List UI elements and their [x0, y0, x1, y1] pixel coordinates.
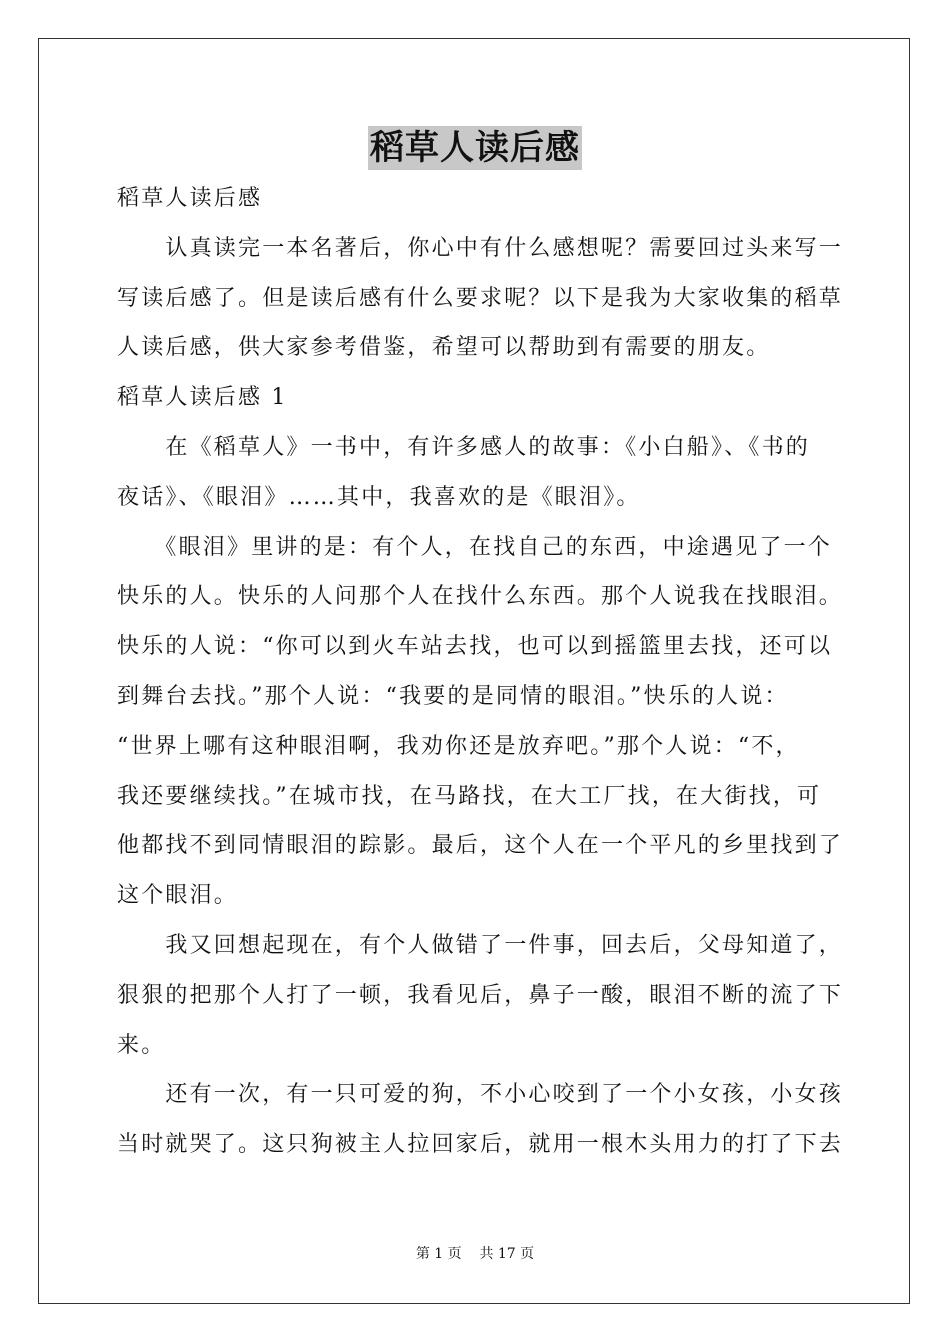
text-line: 《眼泪》里讲的是：有个人，在找自己的东西，中途遇见了一个 — [117, 534, 833, 560]
title-container — [0, 126, 950, 170]
text-line: 狠狠的把那个人打了一顿，我看见后，鼻子一酸，眼泪不断的流了下 — [117, 982, 844, 1008]
document-title: 稻草人读后感 — [370, 128, 580, 168]
subtitle-line: 稻草人读后感 — [117, 186, 263, 211]
text-line: 写读后感了。但是读后感有什么要求呢？以下是我为大家收集的稻草 — [117, 285, 844, 311]
text-line: 人读后感，供大家参考借鉴，希望可以帮助到有需要的朋友。 — [117, 335, 771, 361]
text-line: 认真读完一本名著后，你心中有什么感想呢？需要回过头来写一 — [117, 235, 844, 261]
text-line: 快乐的人。快乐的人问那个人在找什么东西。那个人说我在找眼泪。 — [117, 584, 844, 610]
text-line: 夜话》、《眼泪》……其中，我喜欢的是《眼泪》。 — [117, 484, 641, 510]
document-body — [117, 174, 844, 1170]
text-line: “世界上哪有这种眼泪啊，我劝你还是放弃吧。”那个人说：“不， — [117, 733, 800, 759]
text-line: 我还要继续找。”在城市找，在马路找，在大工厂找，在大街找，可 — [117, 783, 822, 809]
page-number: 第 1 页 — [415, 1246, 462, 1262]
text-line: 快乐的人说：“你可以到火车站去找，也可以到摇篮里去找，还可以 — [117, 634, 833, 660]
page-footer — [0, 1244, 950, 1264]
text-line: 这个眼泪。 — [117, 883, 239, 909]
text-line: 我又回想起现在，有个人做错了一件事，回去后，父母知道了， — [117, 932, 844, 958]
text-line: 到舞台去找。”那个人说：“我要的是同情的眼泪。”快乐的人说： — [117, 683, 789, 709]
section-heading: 稻草人读后感 1 — [117, 385, 288, 411]
text-line: 他都找不到同情眼泪的踪影。最后，这个人在一个平凡的乡里找到了 — [117, 833, 844, 859]
page-total: 共 17 页 — [479, 1246, 535, 1262]
text-line: 当时就哭了。这只狗被主人拉回家后，就用一根木头用力的打了下去 — [117, 1132, 844, 1158]
text-line: 还有一次，有一只可爱的狗，不小心咬到了一个小女孩，小女孩 — [117, 1082, 844, 1108]
text-line: 在《稻草人》一书中，有许多感人的故事：《小白船》、《书的 — [117, 434, 811, 460]
text-line: 来。 — [117, 1032, 166, 1058]
